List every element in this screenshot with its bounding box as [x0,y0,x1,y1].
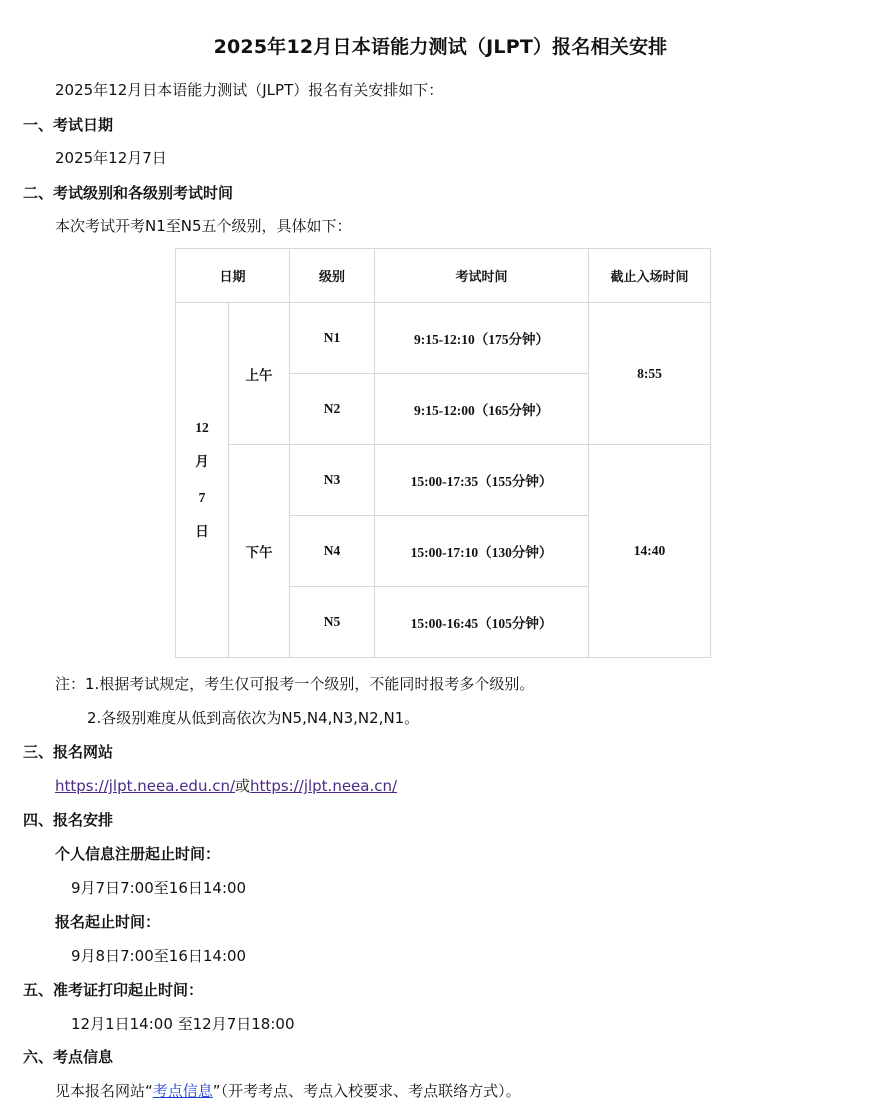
admission-print-time: 12月1日14:00 至12月7日18:00 [71,1015,295,1033]
level-cell: N5 [290,587,375,658]
apply-period-time: 9月8日7:00至16日14:00 [71,947,247,965]
intro-text: 2025年12月日本语能力测试（JLPT）报名有关安排如下： [55,81,444,99]
date-char: 7 [198,490,206,505]
test-site-info [55,1081,521,1101]
exam-date-text: 2025年12月7日 [55,149,167,167]
section-3-heading: 三、报名网站 [23,743,114,761]
header-date: 日期 [176,249,290,303]
registration-links [55,776,397,796]
time-cell: 9:15-12:10（175分钟） [375,303,589,374]
test-site-link[interactable]: 考点信息 [152,1082,213,1100]
registration-period-label: 个人信息注册起止时间： [55,845,221,863]
page-title: 2025年12月日本语能力测试（JLPT）报名相关安排 [213,36,668,58]
session-pm: 下午 [229,445,290,658]
level-cell: N4 [290,516,375,587]
header-level: 级别 [290,249,375,303]
registration-period-time: 9月7日7:00至16日14:00 [71,879,247,897]
table-row [176,303,711,374]
test-site-post: ”（开考考点、考点入校要求、考点联络方式）。 [212,1082,521,1100]
header-exam-time: 考试时间 [375,249,589,303]
section-4-heading: 四、报名安排 [23,811,114,829]
cutoff-am: 8:55 [589,303,711,445]
time-cell: 15:00-16:45（105分钟） [375,587,589,658]
session-am: 上午 [229,303,290,445]
test-site-pre: 见本报名网站“ [55,1082,153,1100]
section-1-heading: 一、考试日期 [23,116,114,134]
level-cell: N2 [290,374,375,445]
exam-schedule-table [175,248,711,658]
level-cell: N3 [290,445,375,516]
level-cell: N1 [290,303,375,374]
section-6-heading: 六、考点信息 [23,1048,114,1066]
date-cell [176,303,229,658]
time-cell: 9:15-12:00（165分钟） [375,374,589,445]
time-cell: 15:00-17:35（155分钟） [375,445,589,516]
cutoff-pm: 14:40 [589,445,711,658]
note-1: 注：1.根据考试规定，考生仅可报考一个级别，不能同时报考多个级别。 [55,675,535,693]
levels-intro-text: 本次考试开考N1至N5五个级别，具体如下： [55,217,352,235]
table-row [176,445,711,516]
section-2-heading: 二、考试级别和各级别考试时间 [23,184,234,202]
section-5-heading: 五、准考证打印起止时间： [23,981,204,999]
registration-link-2[interactable]: https://jlpt.neea.cn/ [250,777,398,795]
time-cell: 15:00-17:10（130分钟） [375,516,589,587]
apply-period-label: 报名起止时间： [55,913,161,931]
or-text: 或 [235,777,251,795]
registration-link-1[interactable]: https://jlpt.neea.edu.cn/ [55,777,236,795]
header-cutoff-time: 截止入场时间 [589,249,711,303]
date-char: 日 [195,524,209,540]
date-char: 月 [195,454,209,470]
date-char: 12 [195,420,209,435]
note-2: 2.各级别难度从低到高依次为N5,N4,N3,N2,N1。 [87,709,420,727]
